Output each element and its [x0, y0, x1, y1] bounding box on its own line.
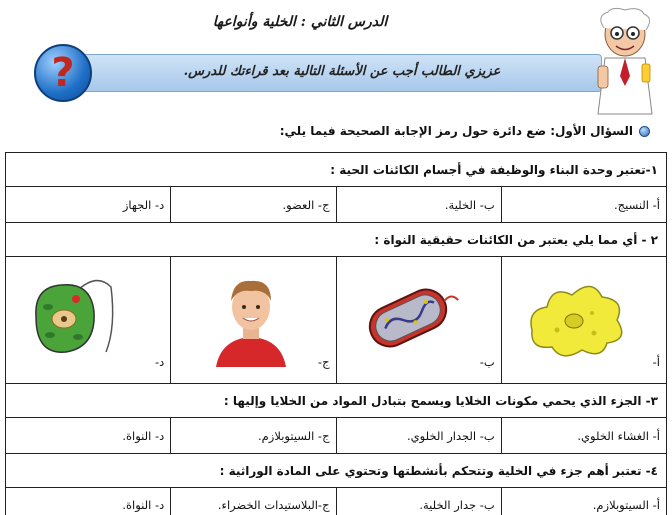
- options-row-4: [6, 488, 666, 515]
- option-3c[interactable]: ج- السيتوبلازم.: [170, 418, 335, 453]
- amoeba-icon: [522, 275, 632, 365]
- option-1b[interactable]: ب- الخلية.: [336, 187, 501, 222]
- page-title: الدرس الثاني : الخلية وأنواعها: [212, 14, 388, 30]
- option-4d[interactable]: د- النواة.: [122, 498, 165, 512]
- section-heading-text: السؤال الأول: ضع دائرة حول رمز الإجابة الصحيحة فيما يلي:: [279, 124, 633, 138]
- bullet-icon: [639, 126, 650, 137]
- option-2b[interactable]: [336, 257, 501, 383]
- option-2c[interactable]: [170, 257, 335, 383]
- scientist-icon: [590, 6, 660, 116]
- question-2: ٢ - أي مما يلي يعتبر من الكائنات حقيقية النواة :: [6, 223, 666, 257]
- euglena-icon: [16, 267, 126, 367]
- option-1d[interactable]: د- الجهاز: [122, 197, 165, 212]
- options-row-1: [6, 187, 666, 223]
- instruction-text: عزيزي الطالب أجب عن الأسئلة التالية بعد قراءتك للدرس.: [183, 64, 501, 79]
- option-4b[interactable]: ب- جدار الخلية.: [336, 488, 501, 515]
- option-2c-label: ج-: [317, 355, 330, 369]
- option-1a[interactable]: أ- النسيج.: [501, 187, 666, 222]
- questions-table: [5, 152, 667, 515]
- option-3d[interactable]: د- النواة.: [122, 428, 165, 443]
- question-mark-glyph: ?: [51, 50, 75, 96]
- section-heading: [240, 124, 650, 138]
- question-1: ١-تعتبر وحدة البناء والوظيفة في أجسام الكائنات الحية :: [6, 153, 666, 187]
- option-1c[interactable]: ج- العضو.: [170, 187, 335, 222]
- options-row-3: [6, 418, 666, 454]
- instruction-banner: [52, 44, 612, 102]
- image-options-row-2: [6, 257, 666, 384]
- option-3b[interactable]: ب- الجدار الخلوي.: [336, 418, 501, 453]
- option-2d-label: د-: [154, 355, 165, 369]
- question-mark-icon: [34, 44, 92, 102]
- option-4a[interactable]: أ- السيتوبلازم.: [501, 488, 666, 515]
- option-2b-label: ب-: [479, 355, 495, 369]
- option-2a[interactable]: [501, 257, 666, 383]
- option-2a-label: أ-: [652, 355, 660, 369]
- option-2d[interactable]: [6, 257, 170, 383]
- option-4c[interactable]: ج-البلاستيدات الخضراء.: [170, 488, 335, 515]
- option-3a[interactable]: أ- الغشاء الخلوي.: [501, 418, 666, 453]
- bacterium-icon: [353, 273, 463, 363]
- question-3: ٣- الجزء الذي يحمي مكونات الخلايا ويسمح بتبادل المواد من الخلايا وإليها :: [6, 384, 666, 418]
- boy-photo-icon: [211, 267, 291, 367]
- question-4: ٤- تعتبر أهم جزء في الخلية وتتحكم بأنشطتها وتحتوي على المادة الوراثية :: [6, 454, 666, 488]
